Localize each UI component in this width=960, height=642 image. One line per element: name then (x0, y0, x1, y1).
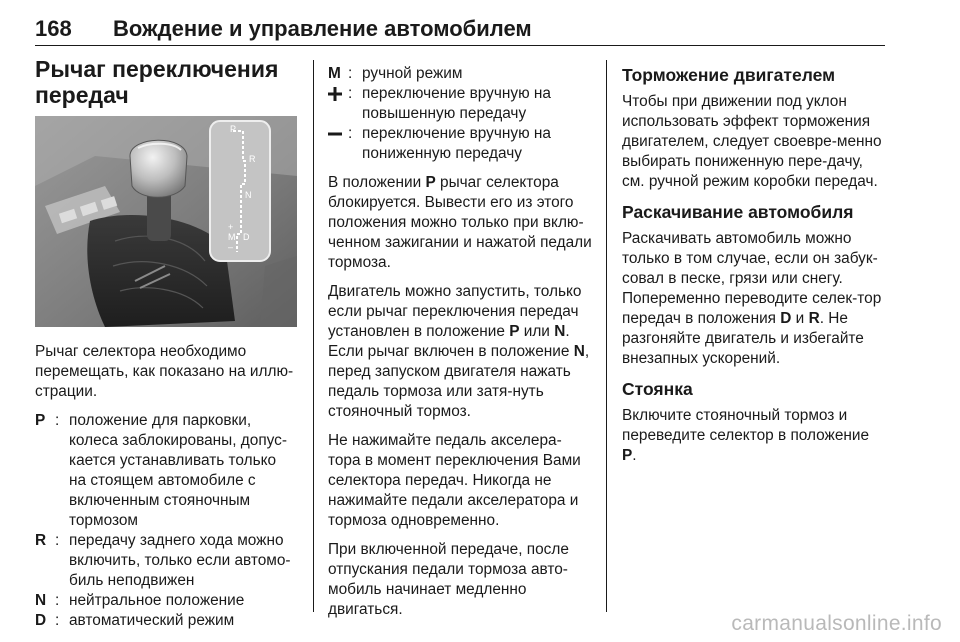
position-description: передачу заднего хода можно включить, только если автомо-биль неподвижен (69, 532, 291, 589)
text-run: , перед запуском двигателя нажать педаль тормоза или затя-нуть стояночный тормоз. (328, 343, 590, 420)
position-description: автоматический режим (69, 612, 235, 629)
gate-label-d: D (243, 232, 250, 242)
position-key: D (35, 612, 47, 629)
heading-parking: Стоянка (622, 379, 693, 399)
text-run: Включите стояночный тормоз и переведите селектор в положение (622, 407, 870, 444)
position-ref: P (425, 174, 436, 191)
column-1 (35, 56, 297, 640)
gear-selector-svg (35, 116, 297, 327)
mode-item (328, 124, 592, 164)
column-divider-2 (606, 60, 607, 612)
paragraph-parking (622, 406, 887, 466)
separator: : (348, 85, 353, 102)
position-ref: D (780, 310, 792, 327)
position-key: R (35, 532, 47, 549)
manual-modes-list (328, 64, 592, 164)
separator: : (55, 412, 60, 429)
text-run: . Не разгоняйте двигатель и избегайте внезапных ускорений. (622, 310, 864, 367)
mode-item (328, 84, 592, 124)
gate-label-r: R (249, 154, 256, 164)
separator: : (348, 125, 353, 142)
separator: : (55, 532, 60, 549)
paragraph-engine-braking: Чтобы при движении под уклон использовать эффект торможения двигателем, следует своевре-менно выбирать пониженную пере-дачу, см. ручной режим коробки передач. (622, 93, 882, 190)
heading-rocking: Раскачивание автомобиля (622, 202, 854, 222)
position-item (35, 611, 297, 631)
intro-paragraph: Рычаг селектора необходимо перемещать, как показано на иллю-страции. (35, 343, 294, 400)
position-ref: P (622, 447, 633, 464)
gear-positions-list (35, 411, 297, 631)
separator: : (348, 65, 353, 82)
text-run: . Если рычаг включен в положение (328, 323, 574, 360)
column-2 (328, 64, 592, 629)
gate-label-minus: – (228, 242, 234, 252)
text-run: рычаг селектора блокируется. Вывести его из этого положения можно только при вклю-ченном зажигании и нажатой педали тормоза. (328, 174, 592, 271)
gate-label-plus: + (228, 222, 234, 232)
position-item (35, 591, 297, 611)
section-title-line1: Рычаг переключения (35, 56, 279, 82)
watermark: carmanualsonline.info (731, 612, 942, 635)
position-ref: N (573, 343, 585, 360)
position-description: положение для парковки, колеса заблокированы, допус-кается устанавливать только на стоящем автомобиле с включенным стояночным тормозом (69, 412, 287, 529)
mode-description: переключение вручную на повышенную передачу (362, 85, 551, 122)
heading-engine-braking: Торможение двигателем (622, 65, 836, 85)
paragraph-rocking (622, 229, 887, 369)
page-header (35, 8, 885, 46)
position-item (35, 531, 297, 591)
column-3 (622, 64, 887, 475)
separator: : (55, 612, 60, 629)
text-run: В положении (328, 174, 426, 191)
position-description: нейтральное положение (69, 592, 245, 609)
mode-description: ручной режим (362, 65, 463, 82)
paragraph-p-lock (328, 173, 592, 273)
position-key: N (35, 592, 47, 609)
plus-icon (328, 84, 348, 124)
column-divider-1 (313, 60, 314, 612)
separator: : (55, 592, 60, 609)
paragraph-engine-start (328, 282, 592, 422)
position-ref: P (509, 323, 520, 340)
text-run: и (791, 310, 809, 327)
text-run: Двигатель можно запустить, только если рычаг переключения передач установлен в положение (328, 283, 582, 340)
mode-item (328, 64, 592, 84)
page-number: 168 (35, 16, 72, 41)
mode-key: M (328, 65, 341, 82)
paragraph-accelerator-warning: Не нажимайте педаль акселера-тора в момент переключения Вами селектора передач. Никогда не нажимайте педали акселератора и тормоза одновременно. (328, 432, 581, 529)
gate-label-p: P (230, 124, 237, 134)
chapter-title: Вождение и управление автомобилем (113, 16, 532, 41)
minus-icon (328, 124, 348, 164)
text-run: . (632, 447, 637, 464)
position-ref: N (554, 323, 566, 340)
text-run: или (519, 323, 555, 340)
text-run: Раскачивать автомобиль можно только в том случае, если он забук-совал в песке, грязи или снегу. Попеременно переводите селек-тор передач в положения (622, 230, 882, 327)
position-item (35, 411, 297, 531)
section-title (35, 56, 297, 108)
gate-label-m: M (228, 232, 236, 242)
position-key: P (35, 412, 46, 429)
section-title-line2: передач (35, 82, 129, 108)
position-ref: R (808, 310, 820, 327)
gear-selector-illustration (35, 116, 297, 327)
gate-label-n: N (245, 190, 252, 200)
mode-description: переключение вручную на пониженную передачу (362, 125, 551, 162)
paragraph-creep: При включенной передаче, после отпускания педали тормоза авто-мобиль начинает медленно двигаться. (328, 541, 569, 618)
